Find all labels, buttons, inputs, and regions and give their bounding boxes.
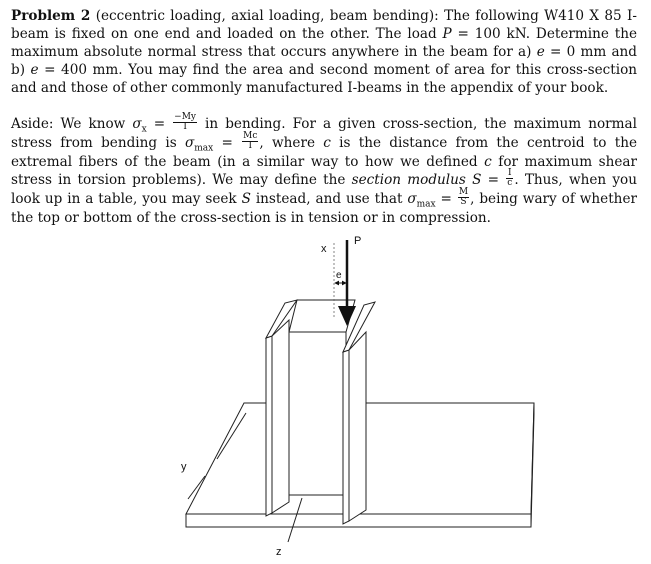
fraction-mc-over-i [242, 132, 258, 151]
z-axis-line [288, 498, 302, 542]
c-variable-a: c [323, 135, 331, 151]
aside-text-9: , being wary of whether the top or bottom of the cross-section is in tension or in compression. [11, 191, 637, 226]
fraction-3-numerator: I [508, 168, 512, 178]
fraction-4-numerator: M [458, 187, 469, 197]
base-plate-top [186, 403, 534, 514]
aside-text-4: is the distance from the centroid to the extremal fibers of the beam (in a similar way to how we defined [11, 135, 638, 170]
label-x: x [321, 243, 327, 255]
beam-right-flange-top [343, 302, 375, 352]
i-beam [266, 300, 375, 524]
equals-2: = [213, 135, 242, 151]
beam-left-flange-top [266, 300, 297, 338]
load-arrow [338, 240, 356, 326]
aside-text-1: Aside: We know [11, 116, 133, 132]
section-modulus-term: section modulus [351, 172, 466, 188]
aside-text-2: in bending. For a given cross-section, the maximum normal stress from bending is [11, 116, 637, 151]
fraction-1-numerator: −My [174, 112, 197, 122]
sigma-x-subscript: x [141, 124, 147, 135]
problem-text-c: = 0 mm and b) [11, 44, 638, 78]
fraction-2-numerator: Mc [243, 131, 258, 141]
problem-text-b: = 100 kN. Determine the maximum absolute normal stress that occurs anywhere in the beam for a) [11, 26, 638, 60]
equals-3: = [481, 172, 506, 188]
sigma-x: σ [132, 116, 142, 132]
fraction-3-denominator: c [507, 178, 513, 188]
label-z: z [276, 546, 282, 558]
beam-web-front [289, 332, 346, 495]
aside-text-8: instead, and use that [250, 191, 408, 207]
fraction-i-over-c [506, 169, 513, 188]
aside-text-5: for maximum shear stress in torsion problems). We may define the [11, 154, 637, 188]
fraction-2-denominator: I [248, 141, 253, 151]
problem-topic: (eccentric loading, axial loading, beam bending): [90, 8, 445, 24]
beam-left-flange-edge [266, 336, 272, 516]
problem-text-a: The following W410 X 85 I-beam is fixed on one end and loaded on the other. The load [11, 8, 637, 42]
aside-text-3: , where [259, 135, 324, 151]
fraction-1-denominator: I [183, 122, 187, 132]
problem-statement [11, 7, 637, 97]
fraction-m-over-s [458, 188, 469, 207]
sigma-max-b: σ [407, 191, 417, 207]
beam-web-top [289, 300, 355, 332]
eccentricity-variable-b: e [30, 62, 39, 78]
label-p: P [354, 235, 362, 247]
beam-right-flange-edge [343, 350, 349, 524]
load-variable: P [442, 26, 452, 42]
y-axis-line [217, 413, 246, 459]
base-plate [186, 403, 534, 527]
beam-right-flange [349, 332, 366, 521]
label-y: y [181, 461, 187, 473]
base-plate-front [186, 514, 531, 527]
fraction-4-denominator: S [460, 197, 467, 207]
equals-1: = [146, 116, 173, 132]
beam-left-flange [272, 320, 289, 513]
aside-paragraph [11, 112, 638, 227]
problem-text-d: = 400 mm. You may find the area and second moment of area for this cross-section and and those of other commonly manufactured I-beams in the appendix of your book. [11, 62, 638, 96]
equals-4: = [435, 191, 457, 207]
c-variable-b: c [484, 154, 492, 170]
problem-heading: Problem 2 [11, 8, 91, 24]
sigma-max-a: σ [184, 135, 195, 151]
s-variable-a: S [472, 172, 482, 188]
y-axis-line-lower [188, 476, 205, 499]
fraction-my-over-i [173, 113, 197, 132]
eccentricity-variable-a: e [536, 44, 545, 60]
aside-text-7: . Thus, when you look up in a table, you may seek [11, 172, 637, 207]
base-plate-side [531, 403, 534, 527]
s-variable-b: S [241, 191, 251, 207]
sigma-max-b-subscript: max [416, 199, 436, 210]
label-e: e [336, 270, 342, 281]
sigma-max-a-subscript: max [194, 143, 214, 154]
